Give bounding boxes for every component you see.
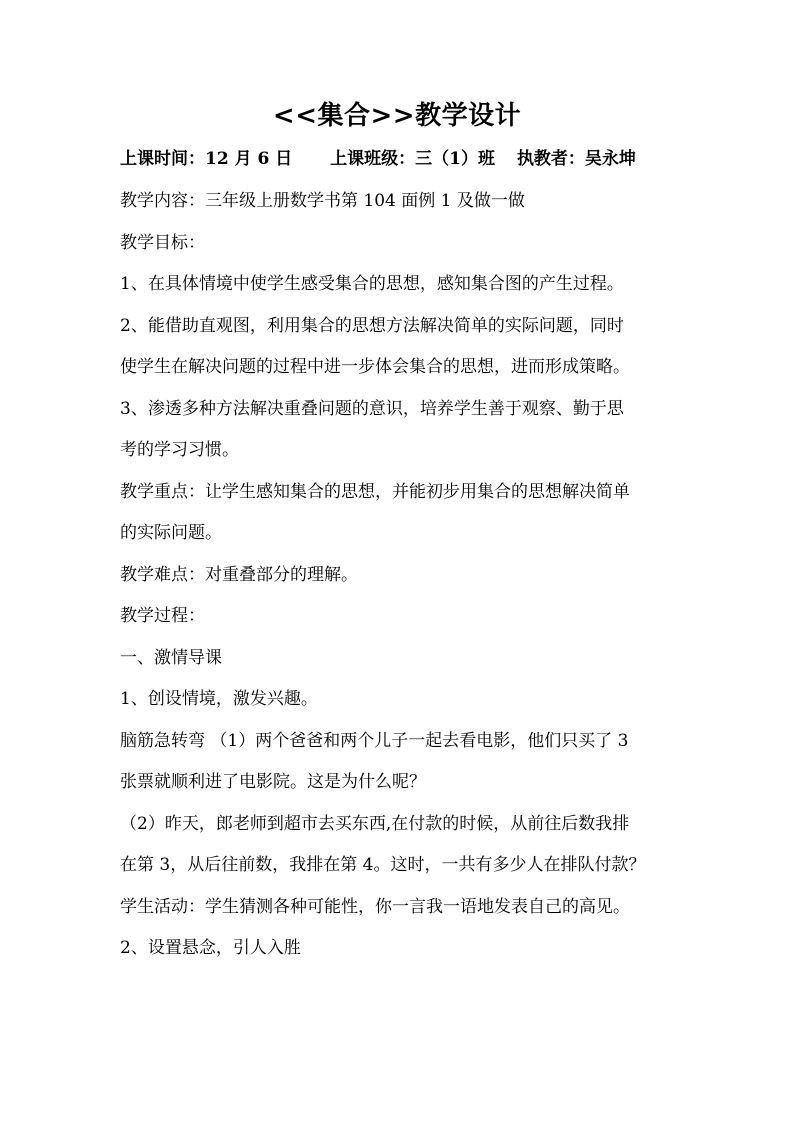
objective-line: 3、渗透多种方法解决重叠问题的意识，培养学生善于观察、勤于思 bbox=[120, 399, 624, 419]
riddle-line: 张票就顺利进了电影院。这是为什么呢？ bbox=[120, 772, 426, 792]
lesson-time: 上课时间：12 月 6 日 bbox=[120, 149, 293, 169]
step-line: 2、设置悬念，引人入胜 bbox=[120, 938, 301, 958]
lesson-meta bbox=[120, 146, 680, 172]
objectives-heading: 教学目标： bbox=[120, 233, 205, 253]
lesson-class: 上课班级：三（1）班 bbox=[330, 149, 496, 169]
student-activity-line: 学生活动：学生猜测各种可能性，你一言我一语地发表自己的高见。 bbox=[120, 897, 630, 917]
key-point-line: 的实际问题。 bbox=[120, 523, 222, 543]
step-line: 1、创设情境，激发兴趣。 bbox=[120, 689, 318, 709]
riddle-line: 脑筋急转弯 （1）两个爸爸和两个儿子一起去看电影，他们只买了 3 bbox=[120, 731, 629, 751]
objective-line: 考的学习习惯。 bbox=[120, 440, 239, 460]
document-title: <<集合>>教学设计 bbox=[272, 101, 522, 131]
teaching-content: 教学内容：三年级上册数学书第 104 面例 1 及做一做 bbox=[120, 191, 525, 211]
process-heading: 教学过程： bbox=[120, 606, 205, 626]
riddle-line: 在第 3，从后往前数，我排在第 4。这时，一共有多少人在排队付款？ bbox=[120, 855, 646, 875]
section-heading: 一、激情导课 bbox=[120, 648, 222, 668]
lesson-teacher: 执教者：吴永坤 bbox=[516, 149, 636, 169]
difficulty-line: 教学难点：对重叠部分的理解。 bbox=[120, 565, 358, 585]
objective-line: 1、在具体情境中使学生感受集合的思想，感知集合图的产生过程。 bbox=[120, 274, 624, 294]
riddle-line: （2）昨天，郎老师到超市去买东西,在付款的时候，从前往后数我排 bbox=[120, 814, 630, 834]
objective-line: 使学生在解决问题的过程中进一步体会集合的思想，进而形成策略。 bbox=[120, 357, 630, 377]
key-point-line: 教学重点：让学生感知集合的思想，并能初步用集合的思想解决简单 bbox=[120, 482, 630, 502]
objective-line: 2、能借助直观图，利用集合的思想方法解决简单的实际问题，同时 bbox=[120, 316, 624, 336]
